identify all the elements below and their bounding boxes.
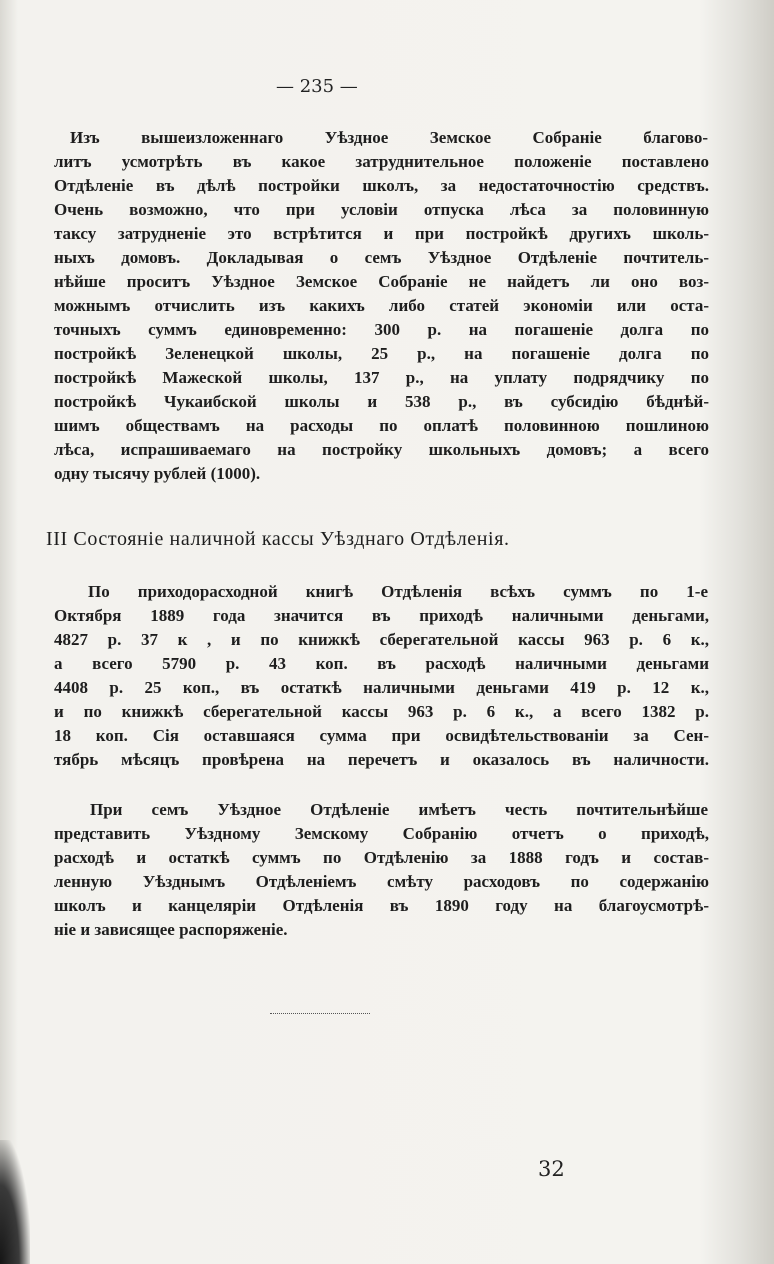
section-heading: III Состояніе наличной кассы Уѣзднаго Отдѣленія. <box>46 528 510 550</box>
text-line: расходѣ и остаткѣ суммъ по Отдѣленію за 1888 годъ и состав- <box>54 848 709 867</box>
text-line: школъ и канцеляріи Отдѣленія въ 1890 году на благоусмотрѣ- <box>54 896 709 915</box>
text-line: Отдѣленіе въ дѣлѣ постройки школъ, за недостаточностію средствъ. <box>54 176 709 195</box>
text-line: постройкѣ Зеленецкой школы, 25 р., на погашеніе долга по <box>54 344 709 363</box>
text-line: тябрь мѣсяцъ провѣрена на перечетъ и оказалось въ наличности. <box>54 750 709 769</box>
text-line: одну тысячу рублей (1000). <box>54 464 261 483</box>
folio-number: 32 <box>538 1157 565 1181</box>
text-line: а всего 5790 р. 43 коп. въ расходѣ наличными деньгами <box>54 654 709 673</box>
text-line: Очень возможно, что при условіи отпуска лѣса за половинную <box>54 200 709 219</box>
text-line: можнымъ отчислить изъ какихъ либо статей экономіи или оста- <box>54 296 709 315</box>
page-header-number: — 235 — <box>276 76 358 97</box>
text-line: литъ усмотрѣть въ какое затруднительное положеніе поставлено <box>54 152 709 171</box>
text-line: и по книжкѣ сберегательной кассы 963 р. 6 к., а всего 1382 р. <box>54 702 709 721</box>
text-line: ніе и зависящее распоряженіе. <box>54 920 288 939</box>
text-line: Изъ вышеизложеннаго Уѣздное Земское Собраніе благово- <box>70 128 708 147</box>
text-line: ленную Уѣзднымъ Отдѣленіемъ смѣту расходовъ по содержанію <box>54 872 709 891</box>
text-line: постройкѣ Чукаибской школы и 538 р., въ субсидію бѣднѣй- <box>54 392 709 411</box>
text-line: 4827 р. 37 к , и по книжкѣ сберегательной кассы 963 р. 6 к., <box>54 630 709 649</box>
dotted-separator <box>270 1013 370 1014</box>
text-line: постройкѣ Мажеской школы, 137 р., на уплату подрядчику по <box>54 368 709 387</box>
text-line: По приходорасходной книгѣ Отдѣленія всѣхъ суммъ по 1-е <box>88 582 708 601</box>
book-spine-shadow <box>0 1140 30 1264</box>
text-line: ныхъ домовъ. Докладывая о семъ Уѣздное Отдѣленіе почтитель- <box>54 248 709 267</box>
text-line: При семъ Уѣздное Отдѣленіе имѣетъ честь почтительнѣйше <box>90 800 708 819</box>
text-line: шимъ обществамъ на расходы по оплатѣ половинною пошлиною <box>54 416 709 435</box>
text-line: точныхъ суммъ единовременно: 300 р. на погашеніе долга по <box>54 320 709 339</box>
text-line: 4408 р. 25 коп., въ остаткѣ наличными деньгами 419 р. 12 к., <box>54 678 709 697</box>
text-line: таксу затрудненіе это встрѣтится и при постройкѣ другихъ школь- <box>54 224 709 243</box>
text-line: представить Уѣздному Земскому Собранію отчетъ о приходѣ, <box>54 824 709 843</box>
text-line: нѣйше проситъ Уѣздное Земское Собраніе не найдетъ ли оно воз- <box>54 272 709 291</box>
text-line: 18 коп. Сія оставшаяся сумма при освидѣтельствованіи за Сен- <box>54 726 709 745</box>
text-line: Октября 1889 года значится въ приходѣ наличными деньгами, <box>54 606 709 625</box>
text-line: лѣса, испрашиваемаго на постройку школьныхъ домовъ; а всего <box>54 440 709 459</box>
